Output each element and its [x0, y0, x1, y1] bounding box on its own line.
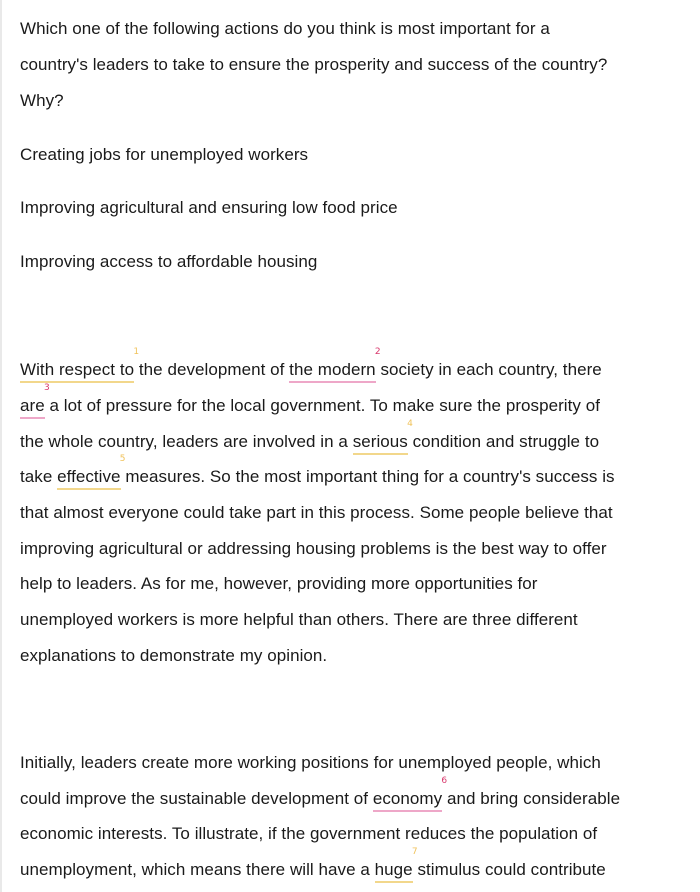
para2-line-1: Initially, leaders create more working positions for unemployed people, which — [20, 753, 601, 772]
correction-number: 7 — [411, 847, 418, 857]
correction-mark-3[interactable] — [20, 383, 50, 419]
text-run: could improve the sustainable development of — [20, 789, 373, 808]
correction-mark-6[interactable] — [372, 776, 448, 812]
correction-number: 3 — [43, 383, 50, 393]
marked-text: are — [20, 396, 45, 415]
para1-line-8: unemployed workers is more helpful than others. There are three different — [20, 610, 578, 629]
para1-line-9: explanations to demonstrate my opinion. — [20, 646, 328, 665]
question-line-2: country's leaders to take to ensure the prosperity and success of the country? — [20, 55, 608, 74]
text-run: the whole country, leaders are involved in a — [20, 432, 353, 451]
option-3: Improving access to affordable housing — [20, 252, 318, 271]
correction-mark-5[interactable] — [57, 454, 126, 490]
option-2: Improving agricultural and ensuring low food price — [20, 198, 398, 217]
para1-line-3 — [20, 419, 600, 455]
question-line-3: Why? — [20, 91, 64, 110]
para2-line-3: economic interests. To illustrate, if the government reduces the population of — [20, 824, 598, 843]
marked-text: effective — [57, 467, 121, 486]
text-run: take — [20, 467, 58, 486]
marked-text: serious — [352, 432, 408, 451]
correction-mark-2[interactable] — [289, 347, 381, 383]
correction-mark-4[interactable] — [352, 419, 413, 455]
question-line-1: Which one of the following actions do you think is most important for a — [20, 19, 550, 38]
para1-line-6: improving agricultural or addressing housing problems is the best way to offer — [20, 539, 607, 558]
marked-text: the modern — [289, 360, 376, 379]
correction-mark-7[interactable] — [374, 847, 418, 883]
correction-number: 6 — [441, 776, 448, 786]
text-run: measures. So the most important thing for a country's success is — [120, 467, 615, 486]
text-run: and bring considerable — [442, 789, 621, 808]
marked-text: With respect to — [20, 360, 135, 379]
para1-line-7: help to leaders. As for me, however, providing more opportunities for — [20, 574, 538, 593]
para1-line-5: that almost everyone could take part in this process. Some people believe that — [20, 503, 613, 522]
correction-mark-1[interactable] — [20, 347, 140, 383]
text-run: stimulus could contribute — [412, 860, 606, 879]
para2-line-4 — [20, 847, 606, 883]
correction-number: 1 — [133, 347, 140, 357]
text-run: society in each country, there — [375, 360, 602, 379]
page-left-edge — [0, 0, 2, 892]
text-run: condition and struggle to — [407, 432, 600, 451]
text-run: the development of — [134, 360, 290, 379]
correction-number: 5 — [119, 454, 126, 464]
text-run: unemployment, which means there will have a — [20, 860, 375, 879]
option-1: Creating jobs for unemployed workers — [20, 145, 309, 164]
para1-line-2 — [20, 383, 601, 419]
para1-line-1 — [20, 347, 602, 383]
text-run: a lot of pressure for the local government. To make sure the prosperity of — [44, 396, 601, 415]
para1-line-4 — [20, 454, 615, 490]
correction-number: 4 — [407, 419, 413, 429]
correction-number: 2 — [374, 347, 381, 357]
para2-line-2 — [20, 776, 621, 812]
marked-text: huge — [374, 860, 413, 879]
marked-text: economy — [372, 789, 443, 808]
